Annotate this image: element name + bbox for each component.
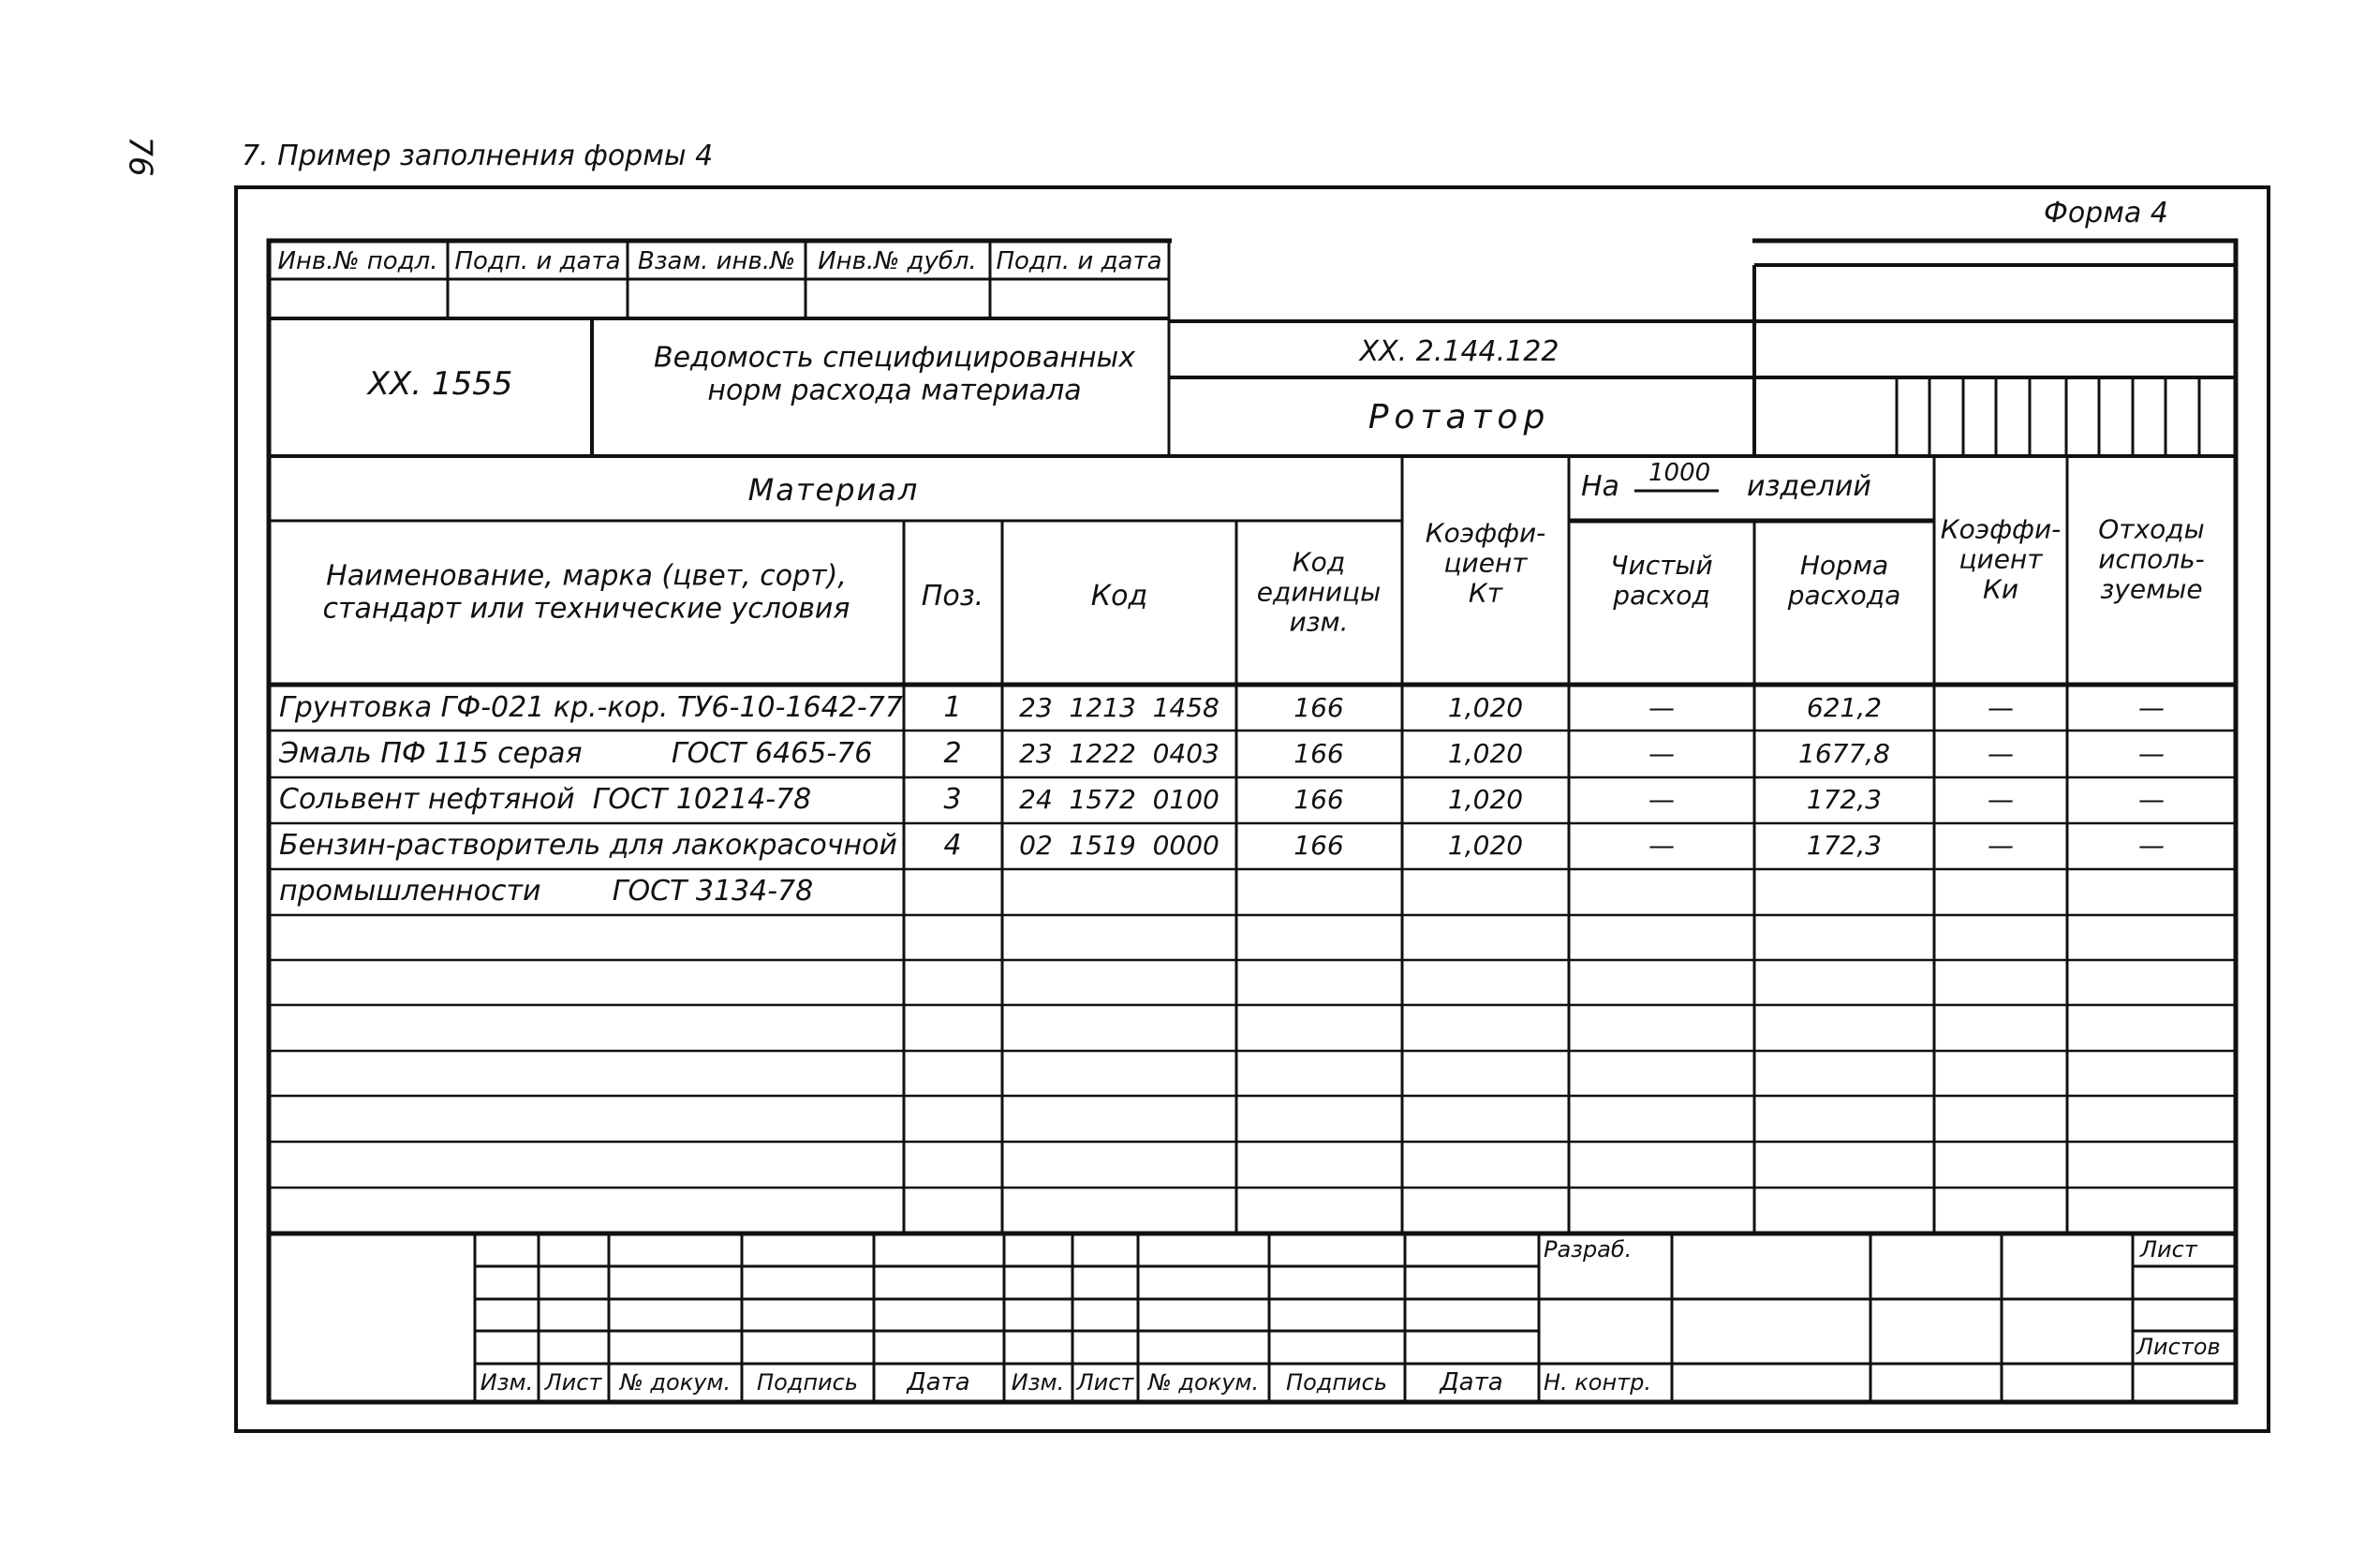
doc-code: XX. 1555 [367, 365, 513, 403]
tb-doc-no: № докум. [619, 1369, 732, 1396]
stamp-dup-inv: Инв.№ дубл. [818, 247, 977, 275]
tb-developer: Разраб. [1544, 1236, 1633, 1263]
header-per-suffix: изделий [1747, 470, 1871, 503]
row-1-waste: — [2138, 692, 2165, 723]
header-unit-code: Код единицы изм. [1256, 546, 1382, 639]
caption: 7. Пример заполнения формы 4 [242, 140, 714, 172]
tb-signature: Подпись [757, 1369, 858, 1396]
row-1-norm: 621,2 [1806, 692, 1883, 723]
header-per-qty: 1000 [1648, 459, 1711, 487]
main-frame [269, 241, 2236, 1402]
form-label: Форма 4 [2044, 197, 2168, 229]
row-3-code: 24 1572 0100 [1019, 784, 1220, 815]
row-3-unit: 166 [1293, 784, 1344, 815]
stamp-inv-no: Инв.№ подл. [277, 247, 438, 275]
stamp-sign-date-2: Подп. и дата [996, 247, 1162, 275]
header-name: Наименование, марка (цвет, сорт), стандарт или технические условия [322, 559, 850, 625]
row-2-waste: — [2138, 738, 2165, 769]
row-4-norm: 172,3 [1806, 830, 1883, 861]
row-5-name: промышленности ГОСТ 3134-78 [279, 875, 814, 908]
row-4-code: 02 1519 0000 [1019, 830, 1220, 861]
doc-title: Ведомость специфицированных норм расхода материала [654, 341, 1135, 406]
row-3-waste: — [2138, 784, 2165, 815]
row-3-kt: 1,020 [1447, 784, 1524, 815]
tb-izm: Изм. [480, 1369, 534, 1396]
row-4-pos: 4 [943, 829, 962, 862]
row-3-name: Сольвент нефтяной ГОСТ 10214-78 [279, 783, 812, 816]
row-2-norm: 1677,8 [1798, 738, 1890, 769]
row-3-pos: 3 [943, 783, 962, 816]
row-2-pos: 2 [943, 737, 962, 770]
row-4-unit: 166 [1293, 830, 1344, 861]
stamp-sign-date: Подп. и дата [454, 247, 621, 275]
row-2-code: 23 1222 0403 [1019, 738, 1220, 769]
tb-list-2: Лист [1076, 1369, 1134, 1396]
row-1-unit: 166 [1293, 692, 1344, 723]
row-4-ku: — [1988, 830, 2014, 861]
row-3-ku: — [1988, 784, 2014, 815]
header-waste: Отходы исполь- зуемые [2098, 513, 2205, 606]
row-1-ku: — [1988, 692, 2014, 723]
row-3-net: — [1648, 784, 1675, 815]
tb-sheets: Листов [2136, 1334, 2221, 1360]
row-2-name: Эмаль ПФ 115 серая ГОСТ 6465-76 [279, 737, 873, 770]
row-4-net: — [1648, 830, 1675, 861]
header-coef-t: Коэффи- циент Кт [1425, 517, 1546, 610]
tb-date: Дата [907, 1368, 970, 1396]
row-2-unit: 166 [1293, 738, 1344, 769]
header-norm: Норма расхода [1787, 549, 1901, 611]
tb-list: Лист [544, 1369, 602, 1396]
tb-sheet: Лист [2140, 1236, 2197, 1263]
header-net: Чистый расход [1610, 549, 1713, 611]
row-4-waste: — [2138, 830, 2165, 861]
tb-izm-2: Изм. [1011, 1369, 1065, 1396]
tb-doc-no-2: № докум. [1147, 1369, 1260, 1396]
row-4-name: Бензин-растворитель для лакокрасочной [279, 829, 897, 862]
row-1-kt: 1,020 [1447, 692, 1524, 723]
tb-signature-2: Подпись [1286, 1369, 1387, 1396]
tb-date-2: Дата [1440, 1368, 1503, 1396]
row-2-kt: 1,020 [1447, 738, 1524, 769]
header-material: Материал [747, 472, 920, 508]
header-per-prefix: На [1581, 470, 1619, 503]
header-coef-u: Коэффи- циент Ки [1940, 513, 2062, 606]
row-1-code: 23 1213 1458 [1019, 692, 1220, 723]
row-3-norm: 172,3 [1806, 784, 1883, 815]
stamp-replace-inv: Взам. инв.№ [637, 247, 796, 275]
tb-norm-control: Н. контр. [1544, 1369, 1652, 1396]
designation: XX. 2.144.122 [1359, 335, 1560, 368]
row-2-net: — [1648, 738, 1675, 769]
header-code: Код [1090, 580, 1148, 613]
row-2-ku: — [1988, 738, 2014, 769]
page-number: 76 [121, 136, 159, 177]
header-pos: Поз. [921, 580, 984, 613]
row-4-kt: 1,020 [1447, 830, 1524, 861]
product-name: Ротатор [1367, 398, 1551, 436]
row-1-pos: 1 [943, 691, 962, 724]
row-1-net: — [1648, 692, 1675, 723]
row-1-name: Грунтовка ГФ-021 кр.-кор. ТУ6-10-1642-77 [279, 691, 903, 724]
